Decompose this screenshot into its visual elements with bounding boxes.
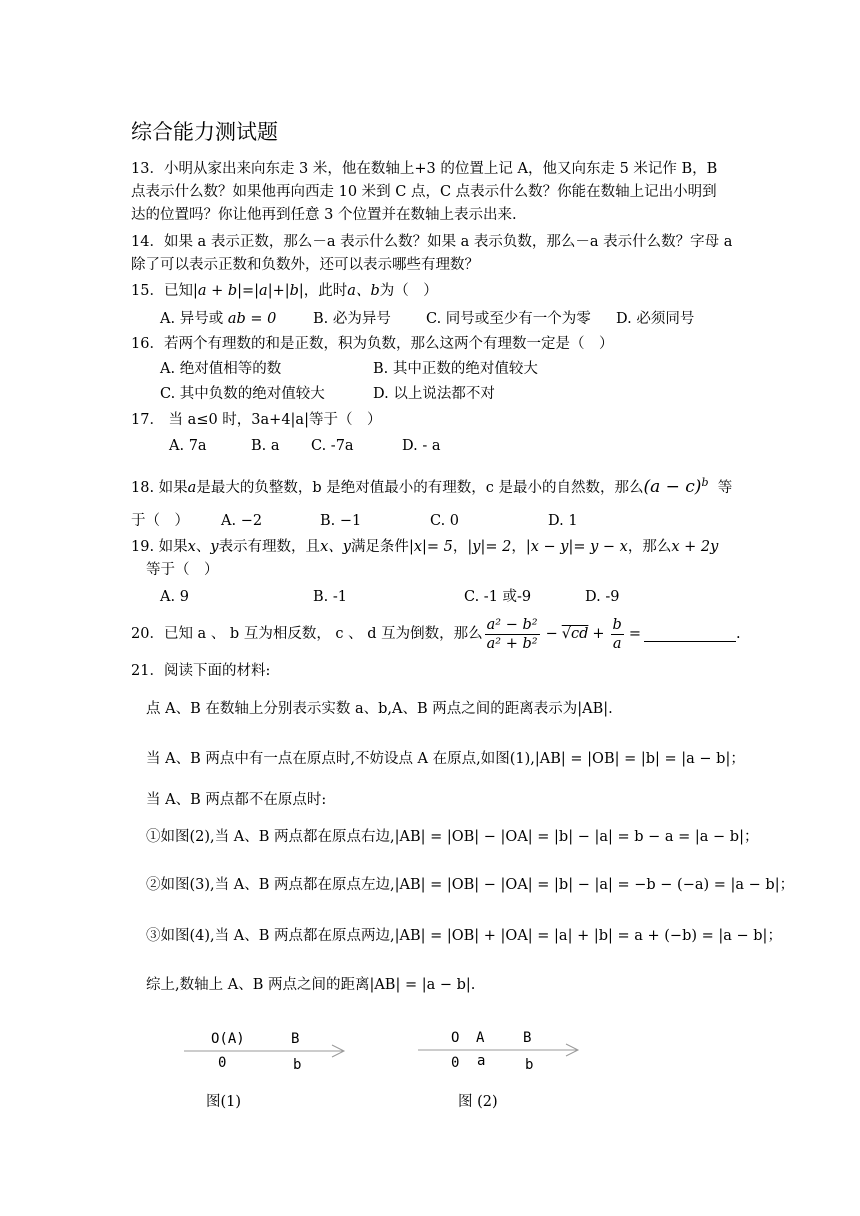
q19-comma1: ，: [452, 539, 468, 555]
q15-option-a: [160, 308, 276, 330]
q15-vars: a、b: [347, 283, 380, 299]
q19-option-a: A. 9: [160, 589, 189, 605]
q16-option-c: C. 其中负数的绝对值较大: [160, 386, 325, 402]
q21-line1: 点 A、B 在数轴上分别表示实数 a、b,A、B 两点之间的距离表示为|AB|.: [146, 701, 613, 717]
q18-stem: [131, 472, 732, 499]
q20-answer-blank: [644, 627, 736, 642]
fig2-value-a: a: [477, 1053, 486, 1069]
q17-stem: 17． 当 a≤0 时，3a+4|a|等于（ ）: [131, 412, 382, 428]
q15-option-a-math: ab = 0: [227, 311, 277, 327]
q19-option-b: B. -1: [313, 589, 347, 605]
q20-sqrt: √cd: [561, 626, 589, 642]
q16-option-a: A. 绝对值相等的数: [160, 361, 282, 377]
q19-stem-cond: 满足条件: [350, 539, 409, 555]
q18-exponent: b: [701, 476, 709, 489]
q13-line2: 点表示什么数？如果他再向西走 10 米到 C 点，C 点表示什么数？你能在数轴上记出小明到: [131, 184, 717, 200]
q21-line2: 当 A、B 两点中有一点在原点时,不妨设点 A 在原点,如图(1),|AB| = |OB| = |b| = |a − b|；: [146, 751, 745, 767]
fig2-caption: 图 (2): [458, 1094, 498, 1110]
q19-target: x + 2y: [671, 539, 719, 555]
q18-expression: (a − c): [643, 476, 702, 497]
q21-line6: ③如图(4),当 A、B 两点都在原点两边,|AB| = |OB| + |OA| = |a| + |b| = a + (−b) = |a − b|；: [146, 928, 782, 944]
q18-option-a: A. −2: [221, 513, 263, 529]
q19-var-y: y: [210, 539, 219, 555]
q19-option-d: D. -9: [585, 589, 620, 605]
q19-stem-prefix: 19. 如果: [131, 539, 188, 555]
q18-option-c: C. 0: [430, 513, 460, 529]
fig2-value-origin: 0: [451, 1055, 460, 1071]
q20-minus: −: [545, 626, 558, 642]
q20-stem-text: 20．已知 a 、 b 互为相反数， c 、 d 互为倒数，那么: [131, 626, 483, 642]
q13-line1: 13．小明从家出来向东走 3 米，他在数轴上+3 的位置上记 A，他又向东走 5 米记作 B，B: [131, 161, 718, 177]
q19-stem: [131, 536, 718, 558]
q15-option-a-label: A. 异号或: [160, 311, 224, 327]
q15-stem-suffix: 为（ ）: [379, 283, 438, 299]
q20-fraction-2-numerator: b: [612, 616, 622, 633]
q17-option-b: B. a: [251, 438, 280, 454]
fig1-value-b: b: [293, 1057, 302, 1073]
q20-stem: [131, 614, 741, 654]
fig2-label-origin: O: [451, 1030, 460, 1046]
q16-option-d: D. 以上说法都不对: [373, 386, 495, 402]
page-title: 综合能力测试题: [131, 120, 278, 144]
q19-stem-then: ，那么: [627, 539, 672, 555]
fig2-label-a: A: [476, 1030, 485, 1046]
q20-fraction-1-denominator: a² + b²: [486, 635, 538, 652]
q20-equals: =: [628, 626, 641, 642]
q21-line4: ①如图(2),当 A、B 两点都在原点右边,|AB| = |OB| − |OA| = |b| − |a| = b − a = |a − b|；: [146, 829, 759, 845]
fig2-label-b: B: [523, 1030, 532, 1046]
q17-option-a: A. 7a: [169, 438, 207, 454]
q15-condition-math: |a + b|=|a|+|b|: [192, 283, 304, 299]
figure-1-number-line: [180, 1036, 350, 1076]
q20-fraction-1-numerator: a² − b²: [486, 616, 538, 633]
q15-stem-mid: ，此时: [303, 283, 348, 299]
fig1-label-origin: O(A): [211, 1031, 245, 1047]
q15-option-c: C. 同号或至少有一个为零: [426, 311, 591, 327]
q21-line3: 当 A、B 两点都不在原点时:: [146, 792, 327, 808]
q20-period: .: [736, 626, 741, 642]
q17-option-d: D. - a: [402, 438, 441, 454]
q19-sep: 、: [195, 539, 211, 555]
q18-stem-prefix: 18. 如果: [131, 479, 188, 496]
q14-line2: 除了可以表示正数和负数外，还可以表示哪些有理数？: [131, 257, 479, 273]
q15-stem-prefix: 15．已知: [131, 283, 193, 299]
q19-vars: x、y: [320, 539, 351, 555]
q18-line2: 于（ ）: [131, 513, 189, 529]
q16-option-b: B. 其中正数的绝对值较大: [373, 361, 538, 377]
q20-fraction-2: [611, 616, 624, 653]
fig2-value-b: b: [525, 1057, 534, 1073]
q14-line1: 14．如果 a 表示正数，那么－a 表示什么数？如果 a 表示负数，那么－a 表示什么数？字母 a: [131, 234, 733, 250]
q13-line3: 达的位置吗？你让他再到任意 3 个位置并在数轴上表示出来.: [131, 207, 517, 223]
q21-stem: 21．阅读下面的材料:: [131, 663, 271, 679]
q18-stem-suffix: 等: [717, 479, 733, 496]
q18-var-a: a: [187, 479, 197, 496]
q19-cond1: |x|= 5: [408, 539, 453, 555]
q18-stem-mid: 是最大的负整数，b 是绝对值最小的有理数，c 是最小的自然数，那么: [196, 479, 644, 496]
fig1-label-b: B: [291, 1031, 300, 1047]
q20-fraction-1: [485, 616, 540, 653]
q18-option-d: D. 1: [548, 513, 578, 529]
q18-option-b: B. −1: [320, 513, 362, 529]
q19-comma2: ，: [511, 539, 526, 555]
q19-cond3: |x − y|= y − x: [525, 539, 628, 555]
figure-2-number-line: [414, 1036, 584, 1076]
fig1-value-origin: 0: [218, 1055, 227, 1071]
q19-cond2: |y|= 2: [467, 539, 512, 555]
q19-option-c: C. -1 或-9: [464, 589, 532, 605]
q17-option-c: C. -7a: [311, 438, 354, 454]
q21-line7: 综上,数轴上 A、B 两点之间的距离|AB| = |a − b|.: [146, 977, 476, 993]
q15-stem: [131, 280, 438, 302]
q15-option-b: B. 必为异号: [313, 311, 391, 327]
q15-option-d: D. 必须同号: [616, 311, 695, 327]
q20-plus: +: [592, 626, 605, 642]
q19-var-x: x: [187, 539, 196, 555]
q21-line5: ②如图(3),当 A、B 两点都在原点左边,|AB| = |OB| − |OA| = |b| − |a| = −b − (−a) = |a − b|；: [146, 877, 795, 893]
q19-line2: 等于（ ）: [146, 562, 219, 578]
q20-fraction-2-denominator: a: [612, 635, 622, 652]
q16-stem: 16．若两个有理数的和是正数，积为负数，那么这两个有理数一定是（ ）: [131, 336, 614, 352]
fig1-caption: 图(1): [206, 1094, 242, 1110]
q19-stem-mid: 表示有理数，且: [218, 539, 321, 555]
